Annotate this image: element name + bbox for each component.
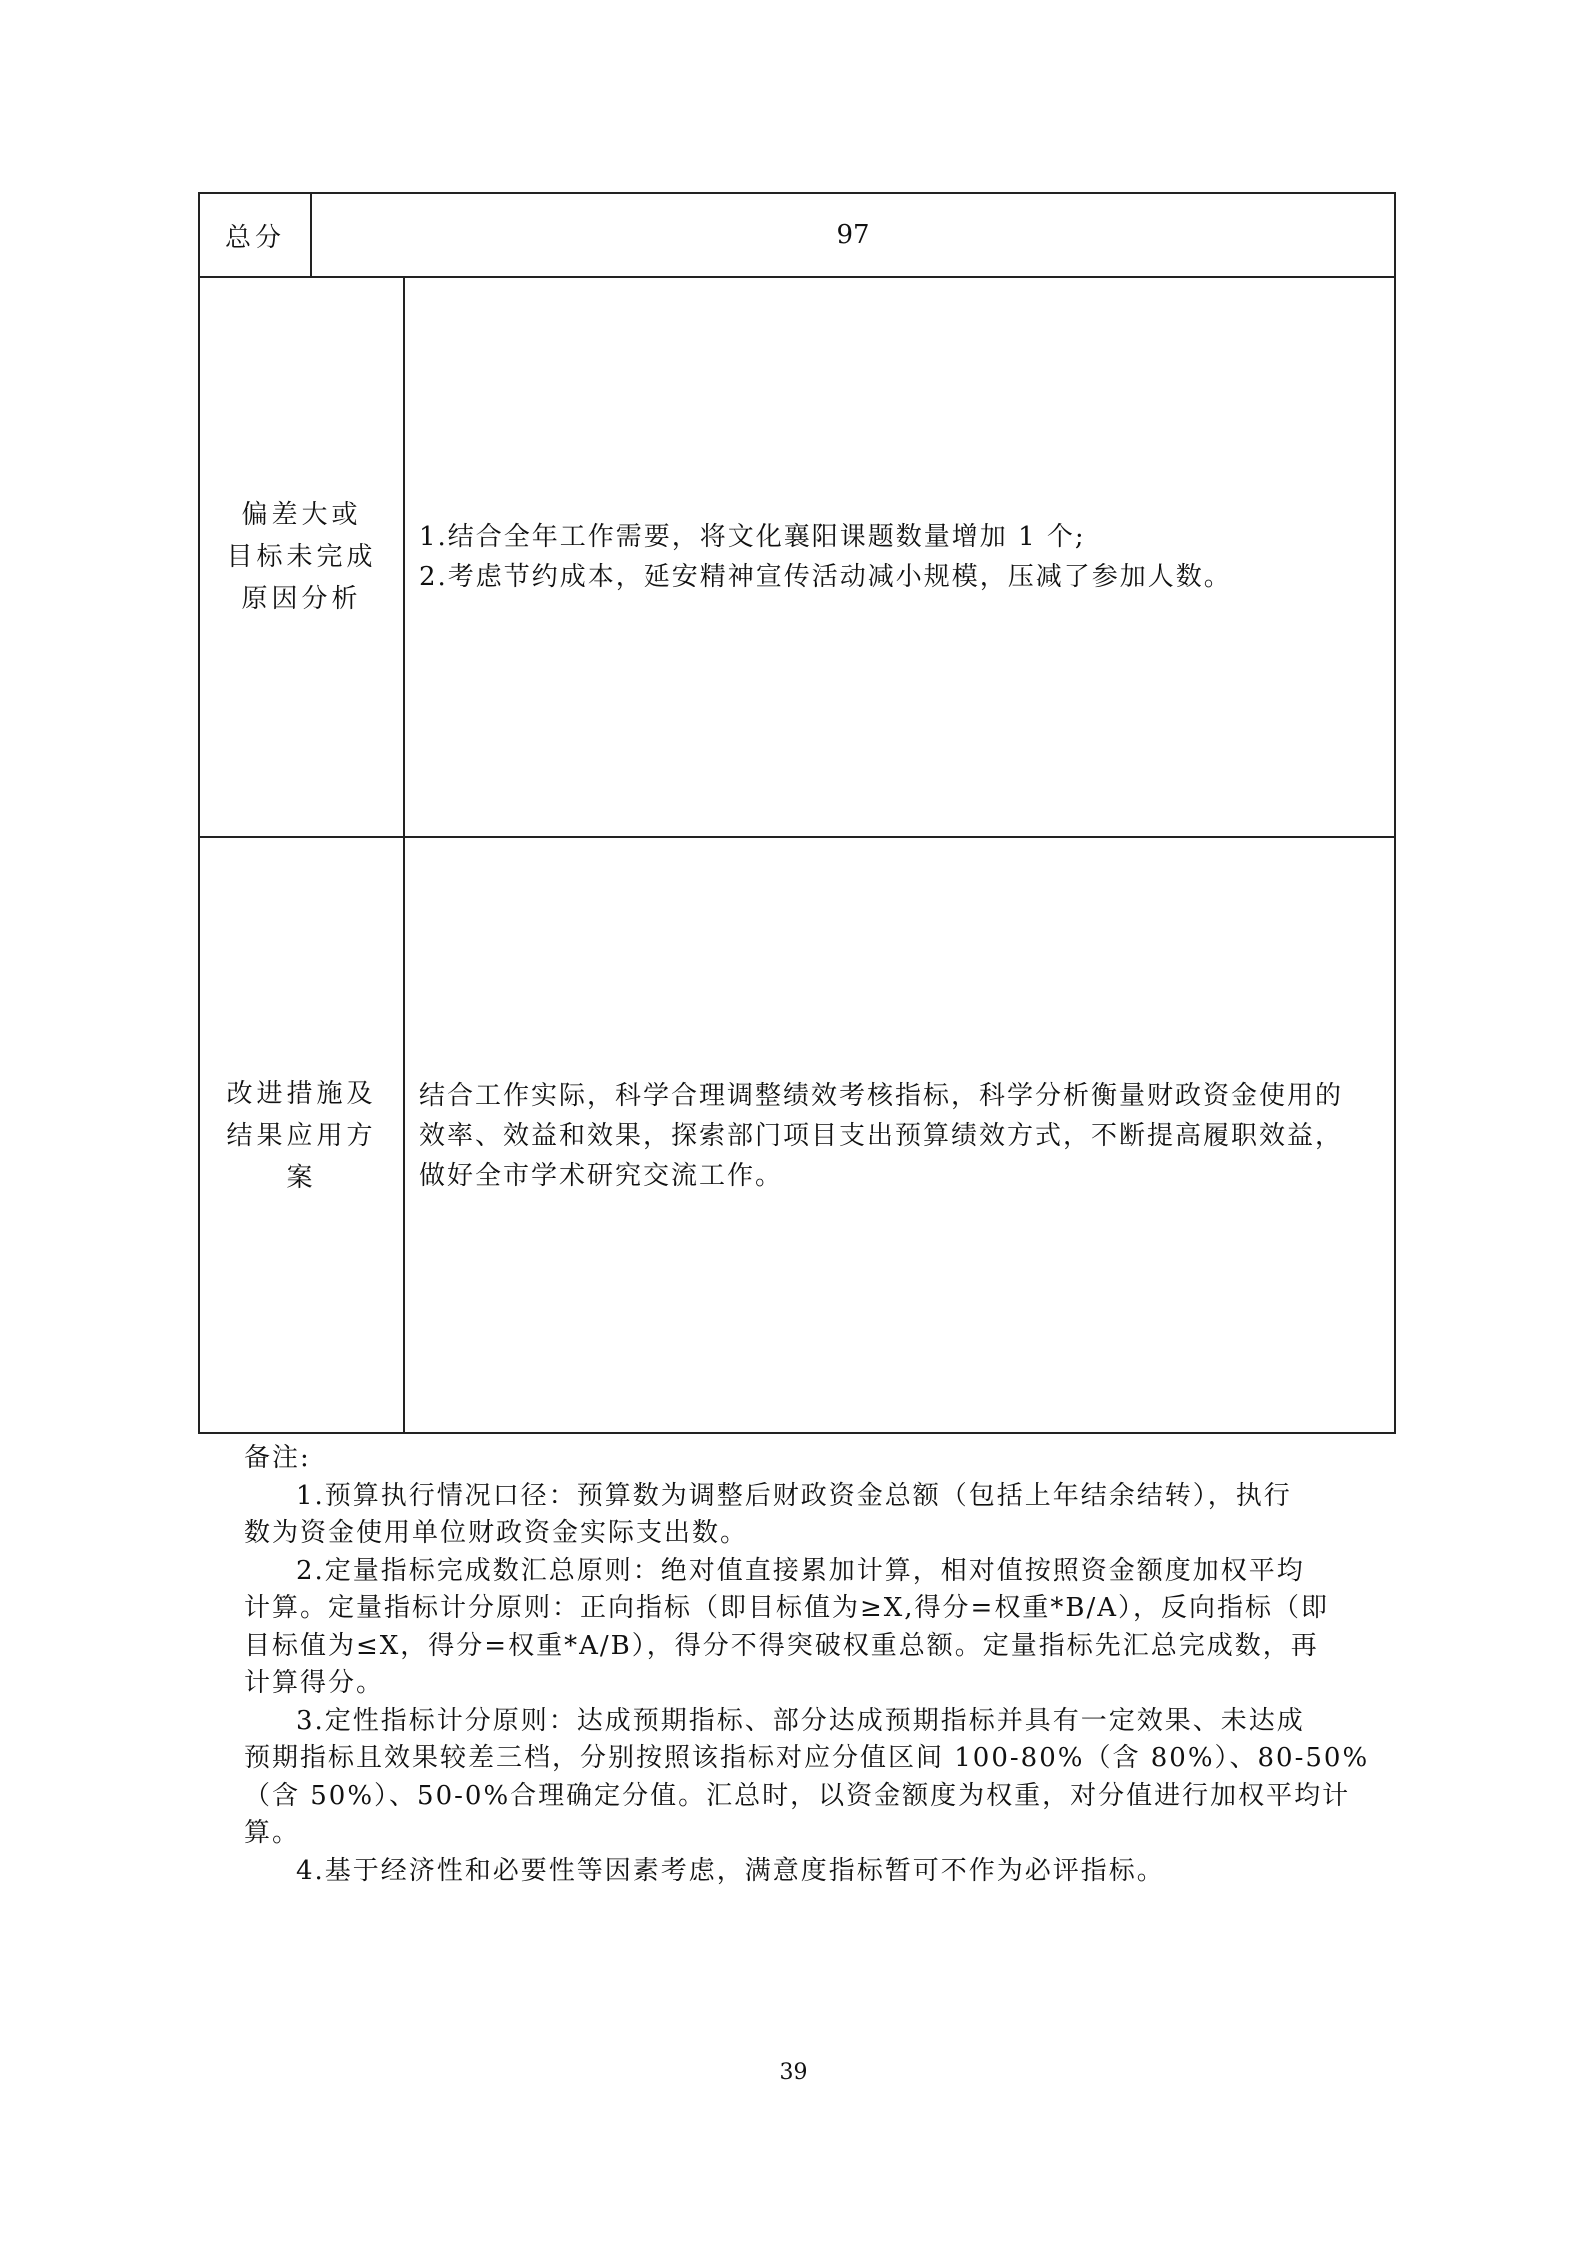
- deviation-analysis-label: [200, 278, 405, 836]
- improvement-content-line: 效率、效益和效果，探索部门项目支出预算绩效方式，不断提高履职效益，: [419, 1121, 1344, 1151]
- improvement-measures-row: [200, 838, 1394, 1434]
- improvement-label-line: 改进措施及: [226, 1079, 377, 1109]
- note-line: 4.基于经济性和必要性等因素考虑，满意度指标暂可不作为必评指标。: [296, 1855, 1165, 1886]
- page-number: 39: [779, 2060, 808, 2085]
- notes-title: 备注:: [244, 1443, 311, 1473]
- improvement-content-line: 做好全市学术研究交流工作。: [419, 1161, 784, 1191]
- note-line: （含 50%）、50-0%合理确定分值。汇总时，以资金额度为权重，对分值进行加权平均计: [244, 1780, 1351, 1811]
- note-line: 3.定性指标计分原则：达成预期指标、部分达成预期指标并具有一定效果、未达成: [296, 1705, 1305, 1736]
- note-line: 2.定量指标完成数汇总原则：绝对值直接累加计算，相对值按照资金额度加权平均: [296, 1555, 1305, 1586]
- deviation-label-line: 目标未完成: [226, 542, 377, 572]
- note-line: 数为资金使用单位财政资金实际支出数。: [244, 1518, 749, 1548]
- note-line: 计算得分。: [244, 1668, 385, 1698]
- note-line: 预期指标且效果较差三档，分别按照该指标对应分值区间 100-80%（含 80%）、80-50%: [244, 1743, 1370, 1773]
- evaluation-table: [198, 192, 1396, 1434]
- improvement-measures-content: [405, 838, 1394, 1434]
- note-line: 算。: [244, 1818, 301, 1848]
- deviation-analysis-row: [200, 278, 1394, 838]
- notes-section: [244, 1440, 1370, 1890]
- total-score-value: 97: [836, 220, 870, 250]
- improvement-content-line: 结合工作实际，科学合理调整绩效考核指标，科学分析衡量财政资金使用的: [419, 1081, 1344, 1111]
- deviation-label-line: 偏差大或: [241, 500, 362, 530]
- deviation-analysis-content: [405, 278, 1394, 836]
- deviation-content-line: 2.考虑节约成本，延安精神宣传活动减小规模，压减了参加人数。: [419, 562, 1232, 592]
- note-line: 目标值为≤X，得分=权重*A/B），得分不得突破权重总额。定量指标先汇总完成数，再: [244, 1630, 1319, 1661]
- total-score-label: 总分: [200, 194, 312, 276]
- deviation-content-line: 1.结合全年工作需要，将文化襄阳课题数量增加 1 个;: [419, 522, 1086, 552]
- note-line: 计算。定量指标计分原则：正向指标（即目标值为≥X,得分=权重*B/A），反向指标（即: [244, 1593, 1329, 1623]
- note-line: 1.预算执行情况口径：预算数为调整后财政资金总额（包括上年结余结转），执行: [296, 1480, 1292, 1511]
- improvement-label-line: 案: [286, 1163, 317, 1193]
- total-score-row: [200, 194, 1394, 278]
- improvement-label-line: 结果应用方: [226, 1121, 377, 1151]
- deviation-label-line: 原因分析: [241, 584, 362, 614]
- improvement-measures-label: [200, 838, 405, 1434]
